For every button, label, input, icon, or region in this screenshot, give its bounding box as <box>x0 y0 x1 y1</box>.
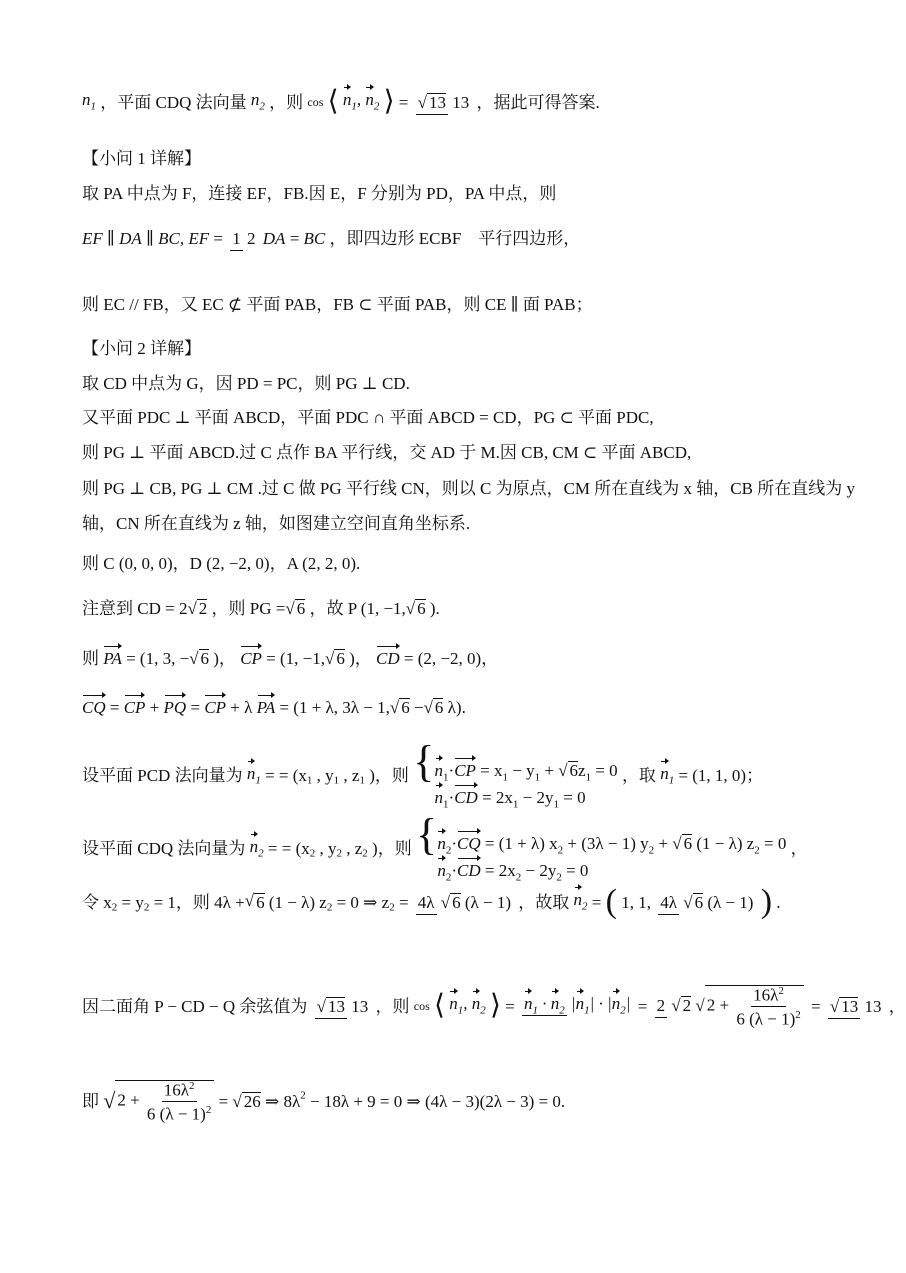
equation-system-1: { $n_1\cdot CP = x_1 - y_1$ + √ $6z_1 = 0$ $n_1\cdot CD = 2x_1 - 2y_1 = 0$ <box>413 737 618 811</box>
part1-heading: 【小问 1 详解】 <box>82 149 201 168</box>
n1-symbol: $n_1$ <box>82 90 96 113</box>
part1-line-1: 取 PA 中点为 F，连接 EF，FB.因 E，F 分别为 PD，PA 中点，则 <box>82 184 557 203</box>
coords-line: 则 C (0, 0, 0)，D (2, −2, 0)，A (2, 2, 0). <box>82 554 361 573</box>
intro-text-2: ，则 <box>269 92 304 112</box>
part1-line-3: 则 EC // FB，又 EC ⊄ 平面 PAB，FB ⊂ 平面 PAB，则 CE ∥ 面 PAB； <box>82 295 593 314</box>
vectors-line: 则 PA = (1, 3, −√ 6 )， CP = (1, −1,√ 6 )， CD = (2, −2, 0)， <box>82 648 499 669</box>
cos-value-fraction: 2 √ 2 √ 2 + $\frac{16\lambda^2}{6 (\lambda - 1)^2}$ <box>655 985 804 1027</box>
plane-pcd-normal-line: 设平面 PCD 法向量为 $n_1$ = = ($x_1$ , $y_1$ , $z_1$ )，则 { $n_1\cdot CP = x_1 - y_1$ + √ $6z_1 = 0$ $n_1\cdot CD = 2x_1 - 2y_1 = 0$ ，取 $n_1 = (1$, 1, 0)； <box>82 737 764 811</box>
n2-symbol: $n_2$ <box>250 90 265 113</box>
z2-fraction: 4λ √ 6 (λ − 1) <box>416 893 511 911</box>
equation-system-2: { $n_2\cdot CQ = (1 + \lambda) x_2 + (3\lambda - 1) y_2$ + √ 6 (1 − λ) $z_2 = 0$ $n_2\cdot CD = 2x_2 - 2y_2 = 0$ <box>415 810 787 884</box>
part2-line-3: 则 PG ⊥ 平面 ABCD.过 C 点作 BA 平行线，交 AD 于 M.因 CB, CM ⊂ 平面 ABCD, <box>82 443 692 462</box>
part2-heading: 【小问 2 详解】 <box>82 339 201 358</box>
point-p-line: 注意到 CD = 2√ 2 ，则 PG =√ 6 ，故 P (1, −1,√ 6 ). <box>82 598 440 619</box>
part2-line-1: 取 CD 中点为 G，因 PD = PC，则 PG ⊥ CD. <box>82 374 410 393</box>
part2-line-5: 轴，CN 所在直线为 z 轴，如图建立空间直角坐标系. <box>82 514 471 533</box>
cq-line: CQ = CP + PQ = CP + λ PA = (1 + λ, 3λ − 1,√ 6 −√ 6 λ). <box>82 697 466 718</box>
cos-label: cos <box>307 95 324 109</box>
cos-formula-fraction: $n_1 \cdot n_2$ $|n_1| \cdot |n_2|$ <box>523 994 631 1017</box>
intro-line: $n_1$ ，平面 CDQ 法向量 $n_2$ ，则 cos ⟨ $n_1$, $n_2$ ⟩ = √ 13 13 ，据此可得答案. <box>82 86 600 117</box>
one-half-fraction: 1 2 <box>230 230 255 247</box>
part1-line-2: EF ∥ DA ∥ BC, EF = 1 2 DA = BC ，即四边形 ECBF 平行四边形， <box>82 228 580 247</box>
cosine-line: 因二面角 P − CD − Q 余弦值为 √ 13 13 ，则 cos ⟨ $n_1$, $n_2$ ⟩ = $n_1 \cdot n_2$ $|n_1| \cdot |n_2| = 2$ √ 2 √ 2 + $\frac{16\lambda^2}{6 (\lambda - 1)^2}$ = √ 13 13 ， <box>82 985 906 1029</box>
plane-cdq-normal-line: 设平面 CDQ 法向量为 $n_2$ = = ($x_2$ , $y_2$ , $z_2$ )，则 { $n_2\cdot CQ = (1 + \lambda) x_2 + (3\lambda - 1) y_2$ + √ 6 (1 − λ) $z_2 = 0$ $n_2\cdot CD = 2x_2 - 2y_2 = 0$ ， <box>82 810 808 884</box>
quadratic-line: 即 √ 2 + $\frac{16\lambda^2}{6 (\lambda - 1)^2}$ = √ 26 ⇒ $8\lambda^2 - 18\lambda + 9 = 0$ ⇒ (4λ − 3)(2λ − 3) = 0. <box>82 1080 566 1124</box>
part2-line-2: 又平面 PDC ⊥ 平面 ABCD，平面 PDC ∩ 平面 ABCD = CD，PG ⊂ 平面 PDC, <box>82 408 654 427</box>
sqrt13-over-13: √ 13 13 <box>416 93 470 111</box>
n2-z-fraction: 4λ √ 6 (λ − 1) <box>658 893 753 911</box>
z2-line: 令 $x_2 = y_2 = 1$，则 4λ +√ 6 (1 − λ) $z_2 = 0$ ⇒ $z_2 = 4\lambda$ √ 6 (λ − 1) ，故取 $n_2$ = ( 1, 1, 4λ √ 6 (λ − 1) ) . <box>82 883 781 920</box>
intro-text: ，平面 CDQ 法向量 <box>100 92 247 112</box>
part2-line-4: 则 PG ⊥ CB, PG ⊥ CM .过 C 做 PG 平行线 CN，则以 C 为原点，CM 所在直线为 x 轴，CB 所在直线为 y <box>82 479 855 498</box>
intro-text-3: ，据此可得答案. <box>476 92 600 112</box>
n1-vector: $n_1$, $n_2$ <box>342 90 380 113</box>
